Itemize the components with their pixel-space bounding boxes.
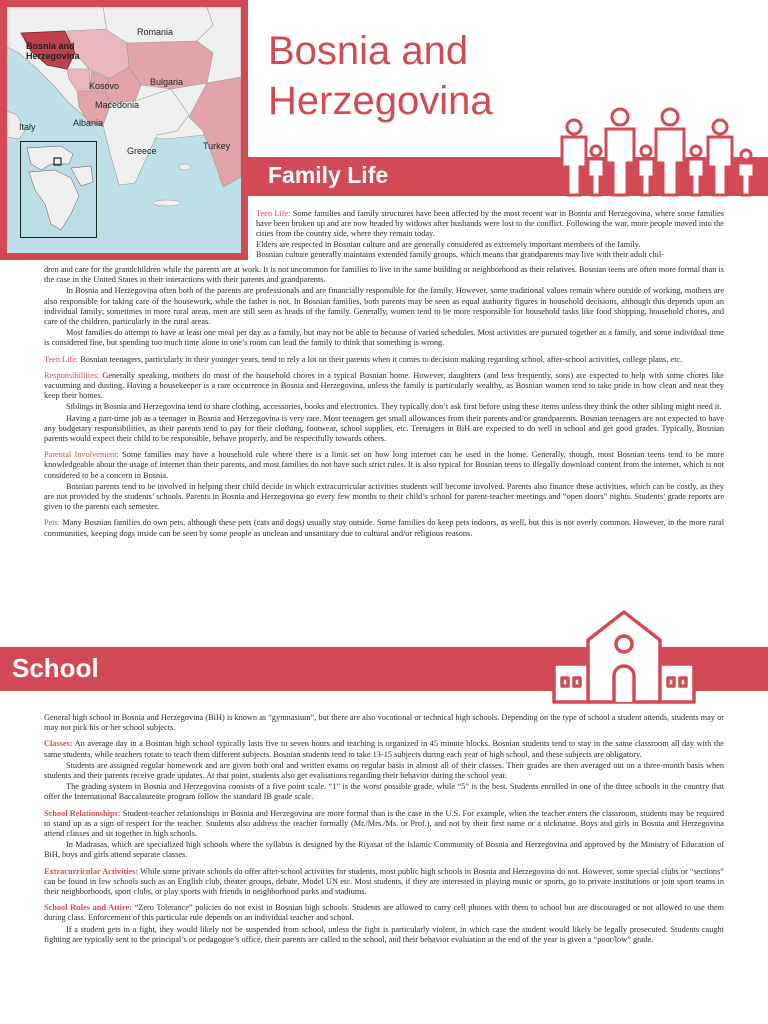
meals-paragraph: Most families do attempt to have at least one meal per day as a family, but may not be able to because of varied schedules. Most activities are pursued together as a family, and some individual time is considered fine, but spending too much time alone in one’s room can lead the family to think that something is wrong. <box>44 328 724 348</box>
homework-paragraph: Students are assigned regular homework and are given both oral and written exams on regular basis in almost all of their classes. Their grades are then averaged out on a three-month basis when students and their parents receive grade updates. At that point, students also get evaluations regarding their behavior during the school year. <box>44 760 724 781</box>
map-label-albania: Albania <box>73 118 104 128</box>
map-label-bulgaria: Bulgaria <box>150 77 184 87</box>
family-body <box>44 265 724 540</box>
siblings-paragraph: Siblings in Bosnia and Herzegovina tend to share clothing, accessories, books and electronics. They typically don’t ask first before using these items unless they think the other sibling might need it. <box>66 402 722 412</box>
map-label-macedonia: Macedonia <box>95 100 140 110</box>
elders-paragraph: Elders are respected in Bosnian culture and are generally considered as extremely important members of the family. <box>256 239 641 249</box>
parental-involvement-text: Some families may have a household rule where there is a limit set on how long internet can be used in the home. Generally, though, most Bosnian teens tend to be more knowledgeable about the usage of internet than their parents, and most families do not have such strict rules. It is also typical for Bosnian teens to illegally download content from the internet, which is not considered to be a concern in Bosnia. <box>44 450 725 480</box>
parent-activities-paragraph: Bosnian parents tend to be involved in helping their child decide in which extracurricular activities students will become involved. Parents also finance these activities, which can be costly, as they are not provided by the students’ schools. Parents in Bosnia and Herzegovina go every few months to their child’s school for parent-teacher meetings and “open doors” nights. Students’ grade reports are given to the parents each semester. <box>44 481 724 512</box>
parents-paragraph: In Bosnia and Herzegovina often both of the parents are professionals and are financially responsible for the family. However, some traditional values remain where outside of working, mothers are also responsible for taking care of the housework, while the father is not. In Bosnian families, both parents may be seen as equal authority figures in household decisions, although this depends upon an individual family; sometimes in more rural areas, men are still seen as heads of the family. Generally, women tend to be more responsible for household tasks like food shopping, household chores, and care of the children, particularly in the rural areas. <box>44 286 724 327</box>
extracurricular-label: Extracurricular Activities: <box>44 866 139 876</box>
school-rules-label: School Rules and Attire: <box>44 903 132 913</box>
pets-paragraph <box>44 518 724 538</box>
school-relationships-paragraph <box>44 809 724 840</box>
teen-life-label: Teen Life: <box>44 354 79 364</box>
classes-text: An average day in a Bosnian high school typically lasts five to seven hours and teaching is organized in 45 minute blocks. Bosnian students tend to stay in the same classroom all day with the same students, while teachers rotate to teach them different subjects. Bosnian students tend to take 13-15 subjects during each year of high school, and these subjects are obligatory. <box>44 739 724 759</box>
title-line-2: Herzegovina <box>268 79 493 123</box>
parental-involvement-label: Parental Involvement: <box>44 450 119 460</box>
map-label-turkey: Turkey <box>203 141 231 151</box>
extracurricular-text: While some private schools do offer after-school activities for students, most public high schools in Bosnia and Herzegovina do not. However, some special clubs or “sections” can be found in few schools such as an English club, theater groups, debate, Model UN etc. Most students, if they are interested in playing music or sports, go to private institutions or join sport teams in their neighborhoods, sport clubs, or play sports with friends in neighborhood parks and stadiums. <box>44 866 724 897</box>
teen-life-intro-paragraph <box>256 209 724 240</box>
family-icon <box>550 105 762 199</box>
madrasas-paragraph: In Madrasas, which are specialized high schools where the syllabus is designed by the Riyasat of the Islamic Community of Bosnia and Herzegovina and approved by the Ministry of Education of BiH, boys and girls attend separate classes. <box>44 840 724 860</box>
responsibilities-label: Responsibilities: <box>44 370 100 380</box>
parental-involvement-paragraph <box>44 450 724 481</box>
locator-inset <box>20 141 97 238</box>
school-intro-paragraph: General high school in Bosnia and Herzegovina (BiH) is known as “gymnasium”, but there are also vocational or technical high schools. Depending on the type of school a student attends, students may or may not pick his or her school subjects. <box>44 713 724 733</box>
school-heading: School <box>12 653 99 683</box>
school-building-icon <box>548 608 700 704</box>
school-body <box>44 713 724 946</box>
extended-family-paragraph-end: dren and care for the grandchildren while the parents are at work. It is not uncommon for families to live in the same building or neighborhood as their relatives. Bosnian teens are often more formal than is the case in the United States in their interactions with their parents and grandparents. <box>44 265 724 285</box>
school-rules-paragraph <box>44 903 724 923</box>
classes-paragraph <box>44 739 724 759</box>
teen-life-intro-label: Teen Life: <box>256 209 291 218</box>
family-intro <box>256 209 724 260</box>
classes-label: Classes: <box>44 739 73 749</box>
title-line-1: Bosnia and <box>268 29 469 73</box>
family-life-heading: Family Life <box>268 162 389 188</box>
grading-paragraph: The grading system in Bosnia and Herzegovina consists of a five point scale. “1” is the worst possible grade, while “5” is the best. Students enrolled in one of the three schools in the country that offer the International Baccalaureate program follow the standard IB grade scale. <box>44 782 724 802</box>
responsibilities-text: Generally speaking, mothers do most of the household chores in a typical Bosnian home. However, daughters (and less frequently, sons) are expected to help with some chores like vacuuming and dusting. Having a housekeeper is a rare occurrence in Bosnia and Herzegovina, unless the family is particularly wealthy, as Bosnian women tend to take pride in how clean and neat they keep their homes. <box>44 370 724 401</box>
extracurricular-paragraph <box>44 867 724 898</box>
school-rules-text: “Zero Tolerance” policies do not exist in Bosnian high schools. Students are allowed to carry cell phones with them to school but are discouraged or not allowed to use them during class. Enforcement of this particular rule depends on an individual teacher and school. <box>44 903 724 923</box>
part-time-job-paragraph: Having a part-time job as a teenager in Bosnia and Herzegovina is very rare. Most teenagers get small allowances from their parents and/or grandparents. Bosnian teenagers are not expected to have any budgetary responsibilities, as their parents tend to pay for their clothing, footwear, school supplies, etc. Teenagers in BiH are expected to do well in school and get good grades. Typically, Bosnian parents would expect their child to be responsible, behave properly, and be respectfully towards others. <box>44 413 724 444</box>
teen-life-intro-text: Some families and family structures have been affected by the most recent war in Bosnia and Herzegovina, where some families have been broken up and are now headed by widows after husbands were lost to the conflict. Following the war, more people moved into the cities from the country side, where they remain today. <box>256 209 724 239</box>
fighting-paragraph: If a student gets in a fight, they would likely not be suspended from school, unless the fight is particularly violent, in which case the student would likely be legally prosecuted. Students caught fighting are typically sent to the principal’s or pedagogue’s office, their parents are called to the school, and their behavior evaluation at the end of the year is given a “poor/low” grade. <box>44 924 724 944</box>
teen-life-text: Bosnian teenagers, particularly in their younger years, tend to rely a lot on their parents when it comes to decision making regarding school, after-school activities, college plans, etc. <box>78 354 683 364</box>
map-label-italy: Italy <box>19 122 36 132</box>
country-map <box>0 0 248 260</box>
extended-family-paragraph-start: Bosnian culture generally maintains extended family groups, which means that grandparents may live with their adult chil- <box>256 249 665 259</box>
map-label-bosnia: Bosnia and Herzegovina <box>26 41 80 61</box>
responsibilities-paragraph <box>44 371 724 402</box>
map-label-greece: Greece <box>127 146 157 156</box>
map-label-kosovo: Kosovo <box>89 81 120 91</box>
school-relationships-text: Student-teacher relationships in Bosnia and Herzegovina are more formal than is the case in the U.S. For example, when the teacher enters the classroom, students may be required to stand up as a sign of respect for the teacher. Students also address the teacher formally (Mr./Mrs./Ms. or Prof.), and not by their first name or a nickname. Boys and girls in Bosnia and Herzegovina attend classes and sit together in high schools. <box>44 808 724 839</box>
school-relationships-label: School Relationships: <box>44 808 121 818</box>
inset-shapes <box>21 142 96 237</box>
map-canvas <box>7 7 241 253</box>
teen-life-paragraph <box>44 355 724 365</box>
pets-text: Many Bosnian families do own pets, although these pets (cats and dogs) usually stay outside. Some families do keep pets indoors, as well, but this is not overly common. However, in the more rural communities, keeping dogs inside can be seen by some people as unclean and unsanitary due to cultural and/or religious reasons. <box>44 518 724 538</box>
pets-label: Pets: <box>44 518 61 528</box>
map-label-romania: Romania <box>137 27 174 37</box>
page-title <box>268 26 568 126</box>
